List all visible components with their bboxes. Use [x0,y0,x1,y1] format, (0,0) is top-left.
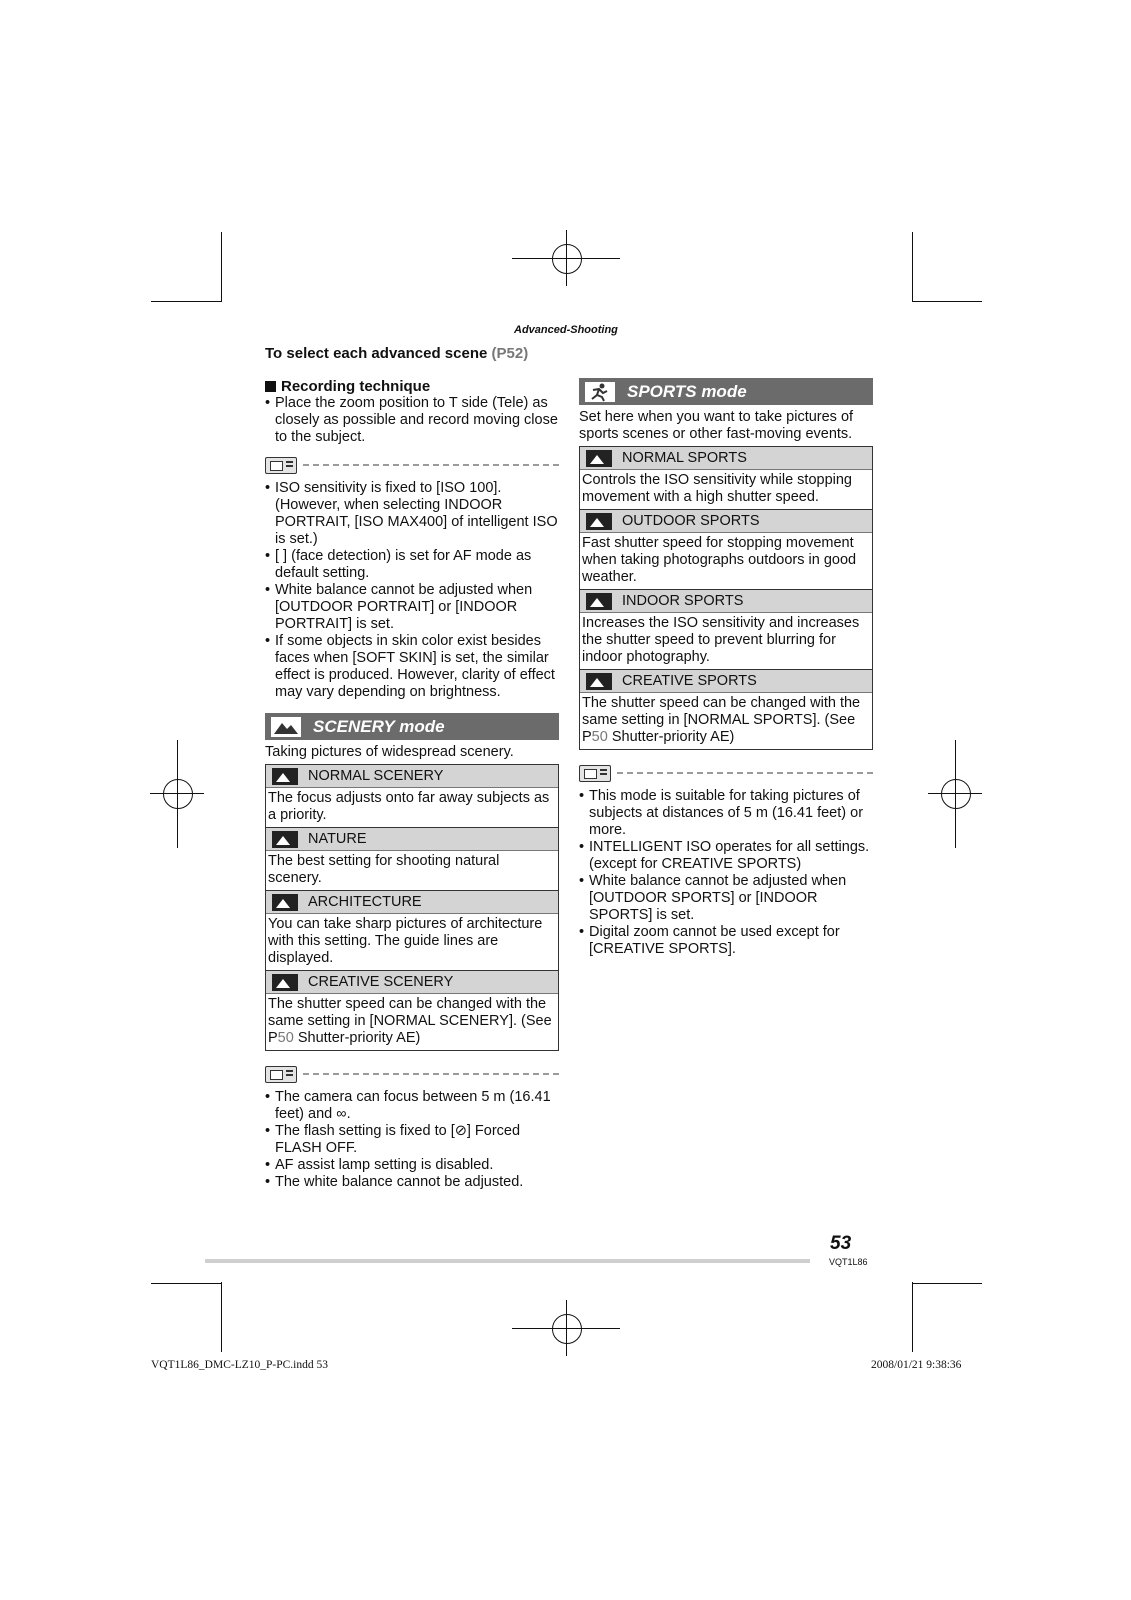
list-item: • ISO sensitivity is fixed to [ISO 100]. (However, when selecting INDOOR PORTRAIT, [ISO MAX400] of intelligent ISO is set.) [265,480,559,548]
square-bullet-icon [265,381,276,392]
list-item: • INTELLIGENT ISO operates for all settings. (except for CREATIVE SPORTS) [579,839,873,873]
recording-technique-list [265,395,559,446]
footer-rule [205,1259,810,1263]
table-row [580,447,872,469]
sports-table [579,446,873,750]
print-file-info: VQT1L86_DMC-LZ10_P-PC.indd 53 [151,1359,328,1371]
note-icon [265,1066,297,1083]
list-item: • Digital zoom cannot be used except for [CREATIVE SPORTS]. [579,924,873,958]
section-label: Advanced-Shooting [514,324,618,336]
sports-option-name: NORMAL SPORTS [622,449,747,466]
scenery-mode-header [265,713,559,740]
dashed-divider [303,464,559,466]
scenery-table [265,764,559,1051]
sports-icon [585,382,615,402]
list-item: • White balance cannot be adjusted when [OUTDOOR PORTRAIT] or [INDOOR PORTRAIT] is set. [265,582,559,633]
note-separator [265,1063,559,1085]
page-heading-ref: (P52) [491,345,529,362]
table-row [580,589,872,612]
note-icon [265,457,297,474]
page-ref: 50 [591,729,608,745]
normal-scenery-icon [272,768,298,785]
list-item: • Place the zoom position to T side (Tele) as closely as possible and record moving close to the subject. [265,395,559,446]
nature-icon [272,831,298,848]
scenery-mode-title: SCENERY mode [313,717,445,736]
sports-intro: Set here when you want to take pictures of sports scenes or other fast-moving events. [579,409,854,442]
sports-notes-list [579,788,873,958]
sports-option-desc: Increases the ISO sensitivity and increases the shutter speed to prevent blurring for indoor photography. [580,612,872,669]
dashed-divider [617,772,873,774]
scenery-option-name: NORMAL SCENERY [308,767,444,784]
page-heading [265,345,528,362]
recording-technique-heading [265,378,559,395]
normal-sports-icon [586,450,612,467]
scenery-option-desc [266,993,558,1050]
creative-sports-icon [586,673,612,690]
scenery-option-name: NATURE [308,830,367,847]
scenery-option-name: CREATIVE SCENERY [308,973,454,990]
list-item: • This mode is suitable for taking pictures of subjects at distances of 5 m (16.41 feet) or more. [579,788,873,839]
print-date-info: 2008/01/21 9:38:36 [871,1359,962,1371]
table-row [266,827,558,850]
desc-text: Shutter-priority AE) [293,1030,421,1046]
table-row [580,509,872,532]
table-row [266,890,558,913]
sports-option-desc: Fast shutter speed for stopping movement when taking photographs outdoors in good weather. [580,532,872,589]
desc-text: The shutter speed can be changed with the same setting in [NORMAL SCENERY]. (See P [268,996,552,1046]
dashed-divider [303,1073,559,1075]
table-row [580,669,872,692]
sports-option-name: CREATIVE SPORTS [622,672,757,689]
scenery-option-desc: You can take sharp pictures of architecture with this setting. The guide lines are displayed. [266,913,558,970]
table-row [266,970,558,993]
list-item: • If some objects in skin color exist besides faces when [SOFT SKIN] is set, the similar effect is produced. However, clarity of effect may vary depending on brightness. [265,633,559,701]
sports-option-name: OUTDOOR SPORTS [622,512,760,529]
list-item: • The white balance cannot be adjusted. [265,1174,559,1191]
list-item: • The camera can focus between 5 m (16.41 feet) and ∞. [265,1089,559,1123]
scenery-option-desc: The focus adjusts onto far away subjects as a priority. [266,787,558,827]
sports-mode-title: SPORTS mode [627,382,747,401]
page-number: 53 [830,1233,852,1254]
creative-scenery-icon [272,974,298,991]
scenery-option-name: ARCHITECTURE [308,893,422,910]
list-item: • White balance cannot be adjusted when [OUTDOOR SPORTS] or [INDOOR SPORTS] is set. [579,873,873,924]
indoor-sports-icon [586,593,612,610]
sports-option-desc [580,692,872,749]
scenery-option-desc: The best setting for shooting natural scenery. [266,850,558,890]
note-separator [265,454,559,476]
desc-text: The shutter speed can be changed with the same setting in [NORMAL SPORTS]. (See P [582,695,861,745]
page-heading-text: To select each advanced scene [265,345,488,362]
page-ref: 50 [277,1030,294,1046]
scenery-intro: Taking pictures of widespread scenery. [265,744,514,760]
note-separator [579,762,873,784]
sports-option-name: INDOOR SPORTS [622,592,744,609]
scenery-notes-list [265,1089,559,1191]
architecture-icon [272,894,298,911]
portrait-notes-list [265,480,559,701]
right-column [579,378,873,958]
note-icon [579,765,611,782]
sports-mode-header [579,378,873,405]
list-item: • The flash setting is fixed to [⊘] Forced FLASH OFF. [265,1123,559,1157]
table-row [266,765,558,787]
scenery-icon [271,717,301,737]
list-item: • AF assist lamp setting is disabled. [265,1157,559,1174]
outdoor-sports-icon [586,513,612,530]
left-column [265,378,559,1191]
model-code: VQT1L86 [829,1257,868,1267]
list-item: • [ ] (face detection) is set for AF mode as default setting. [265,548,559,582]
sports-option-desc: Controls the ISO sensitivity while stopping movement with a high shutter speed. [580,469,872,509]
recording-technique-title: Recording technique [281,378,431,395]
desc-text: Shutter-priority AE) [607,729,735,745]
